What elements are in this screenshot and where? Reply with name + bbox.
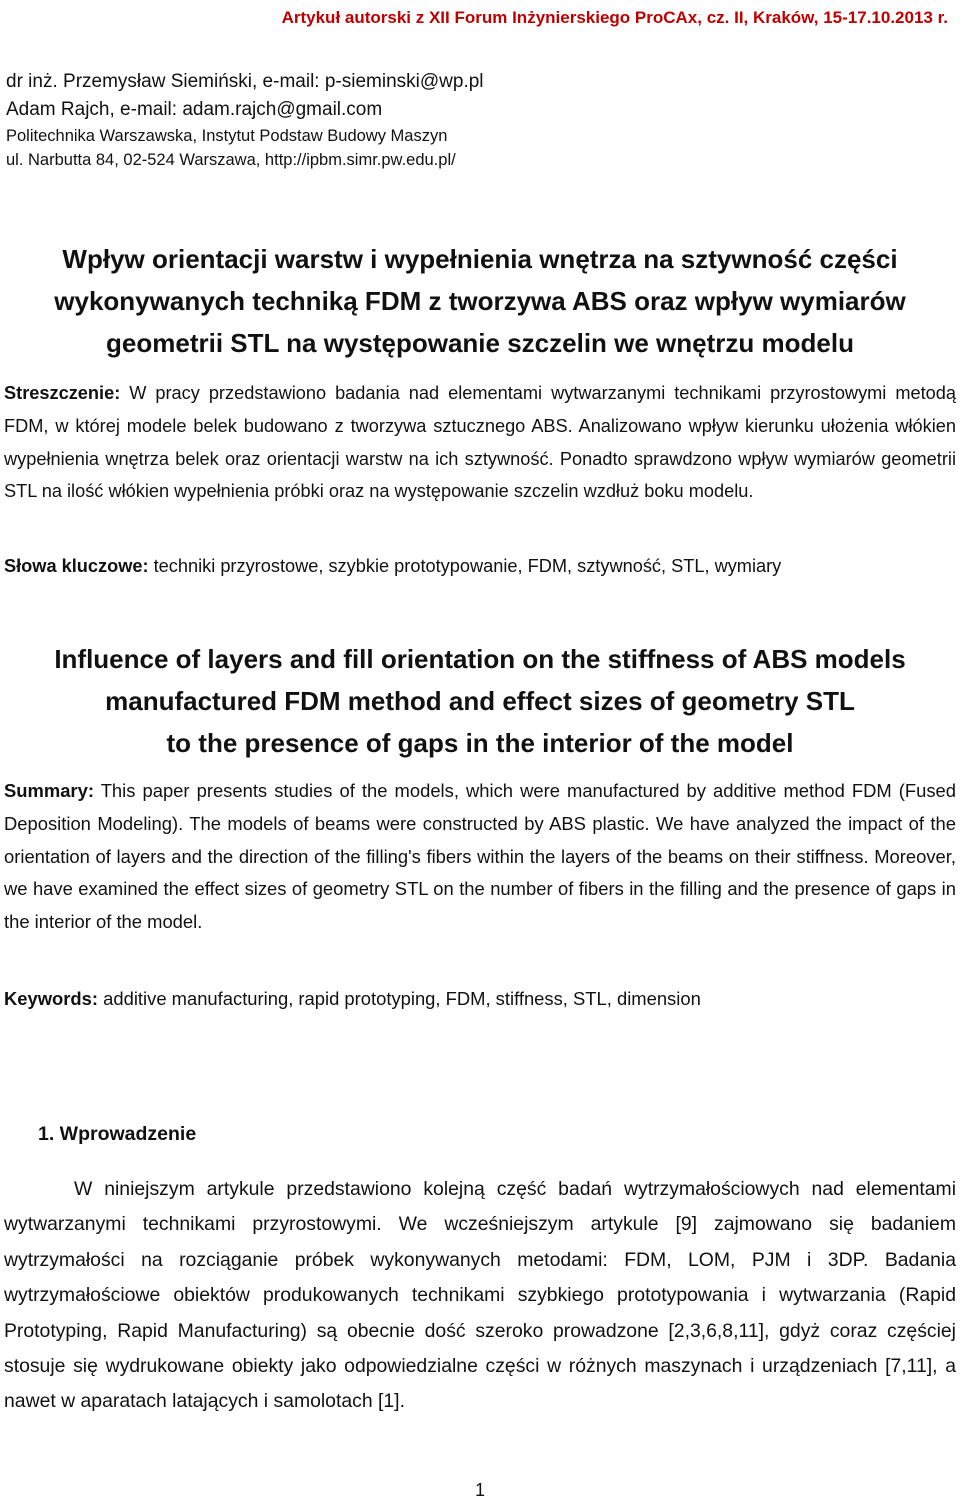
page-number: 1 bbox=[474, 1480, 485, 1500]
title-en-line-3: to the presence of gaps in the interior of the model bbox=[166, 728, 794, 758]
title-pl-line-3: geometrii STL na występowanie szczelin we wnętrzu modelu bbox=[106, 328, 854, 358]
section-1-body: W niniejszym artykule przedstawiono kolejną część badań wytrzymałościowych nad elementami wytwarzanymi technikami przyrostowymi. We wcześniejszym artykule [9] zajmowano się badaniem wytrzymałości na rozciąganie próbek wykonywanych metodami: FDM, LOM, PJM i 3DP. Badania wytrzymałościowe obiektów produkowanych technikami szybkiego prototypowania i wytwarzania (Rapid Prototyping, Rapid Manufacturing) są obecnie dość szeroko prowadzone [2,3,6,8,11], gdyż coraz częściej stosuje się wydrukowane obiekty jako odpowiedzialne części w różnych maszynach i urządzeniach [7,11], a nawet w aparatach latających i samolotach [1]. bbox=[4, 1178, 956, 1413]
title-polish bbox=[0, 238, 960, 364]
abstract-pl-label: Streszczenie: bbox=[4, 383, 121, 403]
affiliation: Politechnika Warszawska, Instytut Podstaw Budowy Maszyn bbox=[6, 127, 448, 145]
abstract-en-label: Summary: bbox=[4, 780, 94, 801]
abstract-english bbox=[4, 775, 956, 939]
keywords-pl-text: techniki przyrostowe, szybkie prototypowanie, FDM, sztywność, STL, wymiary bbox=[153, 556, 782, 576]
title-en-line-1: Influence of layers and fill orientation on the stiffness of ABS models bbox=[54, 644, 906, 674]
keywords-english bbox=[4, 984, 956, 1014]
author-block bbox=[6, 68, 484, 172]
abstract-pl-text: W pracy przedstawiono badania nad elementami wytwarzanymi technikami przyrostowymi metodą FDM, w której modele belek budowano z tworzywa sztucznego ABS. Analizowano wpływ kierunku ułożenia włókien wypełnienia wnętrza belek oraz orientacji warstw na ich sztywność. Ponadto sprawdzono wpływ wymiarów geometrii STL na ilość włókien wypełnienia próbki oraz na występowanie szczelin wzdłuż boku modelu. bbox=[4, 383, 956, 502]
title-pl-line-1: Wpływ orientacji warstw i wypełnienia wnętrza na sztywność części bbox=[62, 244, 898, 274]
section-1-heading: 1. Wprowadzenie bbox=[38, 1123, 197, 1145]
title-pl-line-2: wykonywanych techniką FDM z tworzywa ABS oraz wpływ wymiarów bbox=[54, 286, 906, 316]
running-header bbox=[0, 0, 960, 36]
keywords-pl-label: Słowa kluczowe: bbox=[4, 556, 149, 576]
address: ul. Narbutta 84, 02-524 Warszawa, http://ipbm.simr.pw.edu.pl/ bbox=[6, 151, 456, 169]
author-2: Adam Rajch, e-mail: adam.rajch@gmail.com bbox=[6, 99, 383, 120]
abstract-polish bbox=[4, 377, 956, 508]
title-en-line-2: manufactured FDM method and effect sizes of geometry STL bbox=[105, 686, 855, 716]
keywords-polish bbox=[4, 551, 956, 581]
keywords-en-text: additive manufacturing, rapid prototyping, FDM, stiffness, STL, dimension bbox=[103, 988, 701, 1009]
keywords-en-label: Keywords: bbox=[4, 988, 99, 1009]
abstract-en-text: This paper presents studies of the models, which were manufactured by additive method FDM (Fused Deposition Modeling). The models of beams were constructed by ABS plastic. We have analyzed the impact of the orientation of layers and the direction of the filling's fibers within the layers of the beams on their stiffness. Moreover, we have examined the effect sizes of geometry STL on the number of fibers in the filling and the presence of gaps in the interior of the model. bbox=[4, 780, 956, 933]
conference-header-text: Artykuł autorski z XII Forum Inżynierskiego ProCAx, cz. II, Kraków, 15-17.10.2013 r. bbox=[281, 8, 948, 27]
author-1: dr inż. Przemysław Siemiński, e-mail: p-sieminski@wp.pl bbox=[6, 71, 484, 92]
title-english bbox=[0, 638, 960, 764]
